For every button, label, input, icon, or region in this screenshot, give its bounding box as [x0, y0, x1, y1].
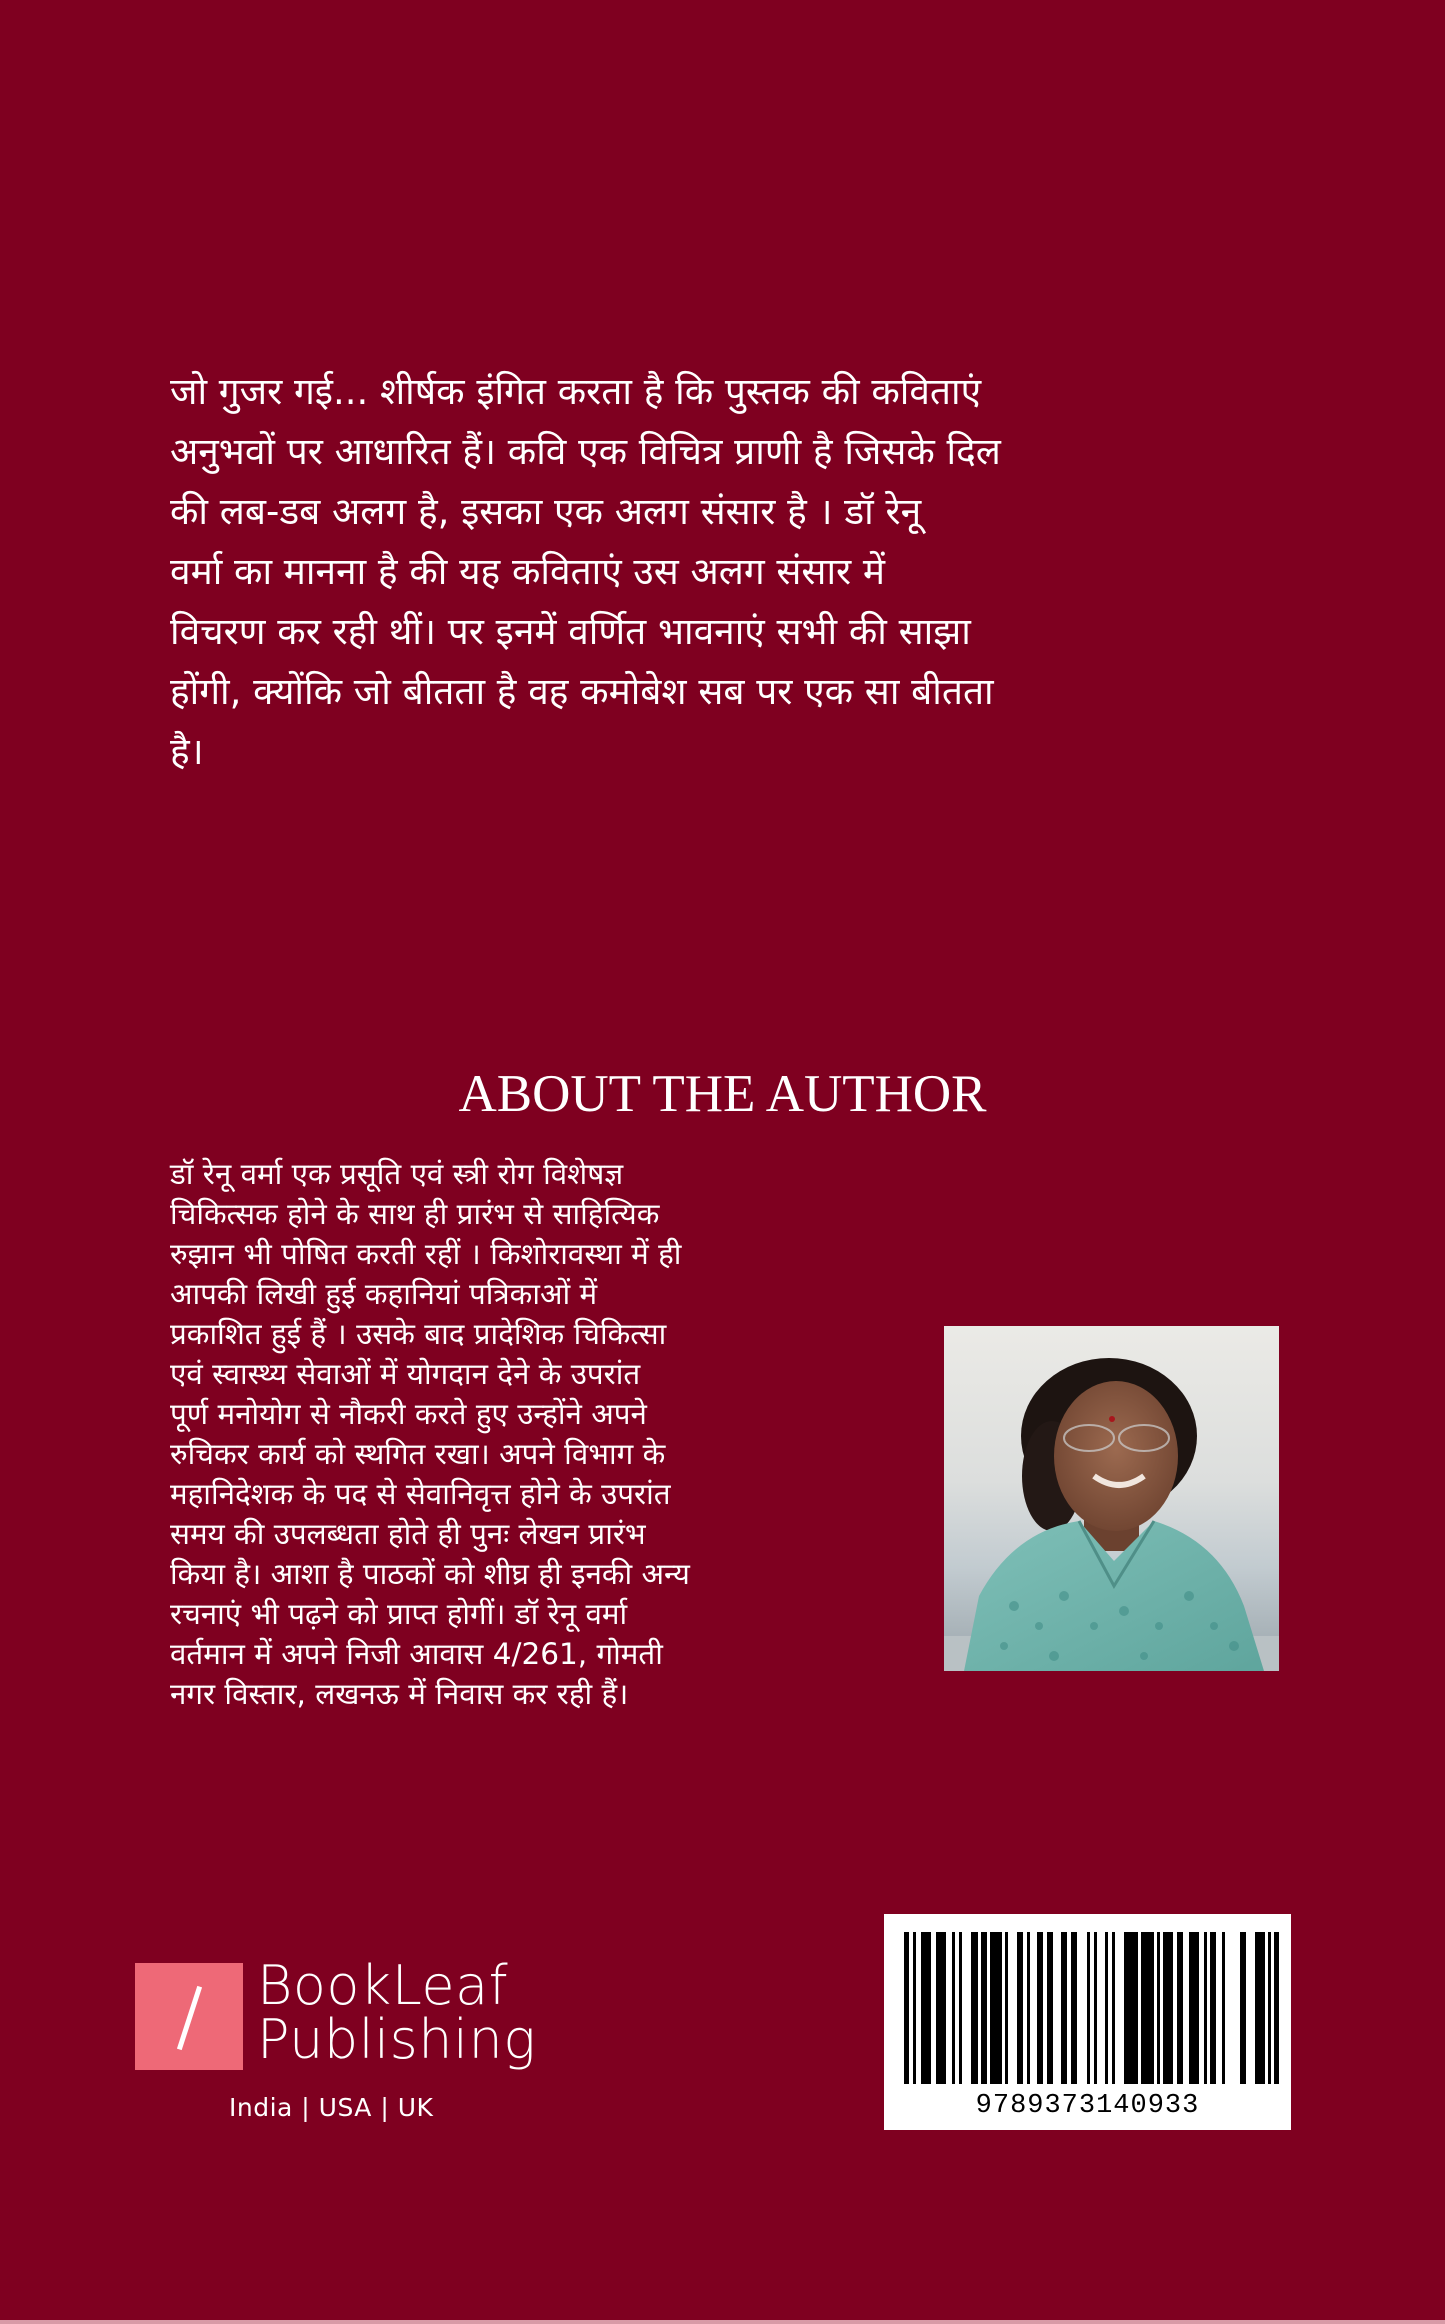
bio-line: रचनाएं भी पढ़ने को प्राप्त होगीं। डॉ रेनू वर्मा	[170, 1597, 628, 1631]
bio-line: आपकी लिखी हुई कहानियां पत्रिकाओं में	[170, 1277, 598, 1311]
author-photo	[944, 1326, 1279, 1671]
back-cover-blurb	[170, 362, 1230, 782]
blurb-line: अनुभवों पर आधारित हैं। कवि एक विचित्र प्राणी है जिसके दिल	[170, 430, 1001, 473]
isbn-barcode	[884, 1914, 1291, 2130]
bio-line: रुझान भी पोषित करती रहीं । किशोरावस्था में ही	[170, 1237, 682, 1271]
barcode-icon	[904, 1932, 1279, 2084]
slash-mark-icon	[135, 1963, 243, 2070]
blurb-line: की लब-डब अलग है, इसका एक अलग संसार है । डॉ रेनू	[170, 490, 922, 533]
bio-line: किया है। आशा है पाठकों को शीघ्र ही इनकी अन्य	[170, 1557, 690, 1591]
bio-line: वर्तमान में अपने निजी आवास 4/261, गोमती	[170, 1637, 663, 1671]
bottom-edge	[0, 2320, 1445, 2324]
bio-line: नगर विस्तार, लखनऊ में निवास कर रही हैं।	[170, 1677, 629, 1711]
publisher-name-line2: Publishing	[257, 2008, 537, 2071]
blurb-line: है।	[170, 730, 204, 773]
bio-line: एवं स्वास्थ्य सेवाओं में योगदान देने के उपरांत	[170, 1357, 641, 1391]
author-bio	[170, 1154, 870, 1714]
blurb-line: जो गुजर गई... शीर्षक इंगित करता है कि पुस्तक की कविताएं	[170, 370, 982, 413]
blurb-line: होंगी, क्योंकि जो बीतता है वह कमोबेश सब पर एक सा बीतता	[170, 670, 994, 713]
author-portrait-illustration	[944, 1326, 1279, 1671]
bio-line: पूर्ण मनोयोग से नौकरी करते हुए उन्होंने अपने	[170, 1397, 647, 1431]
blurb-line: विचरण कर रही थीं। पर इनमें वर्णित भावनाएं सभी की साझा	[170, 610, 971, 653]
publisher-regions: India | USA | UK	[229, 2093, 434, 2122]
isbn-number: 9789373140933	[975, 2091, 1200, 2121]
bio-line: चिकित्सक होने के साथ ही प्रारंभ से साहित्यिक	[170, 1197, 660, 1231]
slash-stroke	[177, 1986, 202, 2050]
bio-line: समय की उपलब्धता होते ही पुनः लेखन प्रारंभ	[170, 1517, 646, 1551]
publisher-name-line1: BookLeaf	[257, 1954, 509, 2017]
bio-line: रुचिकर कार्य को स्थगित रखा। अपने विभाग के	[170, 1437, 666, 1471]
bio-line: महानिदेशक के पद से सेवानिवृत्त होने के उपरांत	[170, 1477, 671, 1511]
blurb-line: वर्मा का मानना है की यह कविताएं उस अलग संसार में	[170, 550, 886, 593]
bio-line: डॉ रेनू वर्मा एक प्रसूति एवं स्त्री रोग विशेषज्ञ	[170, 1157, 624, 1191]
about-the-author-heading: ABOUT THE AUTHOR	[458, 1065, 987, 1123]
bio-line: प्रकाशित हुई हैं । उसके बाद प्रादेशिक चिकित्सा	[170, 1317, 667, 1351]
